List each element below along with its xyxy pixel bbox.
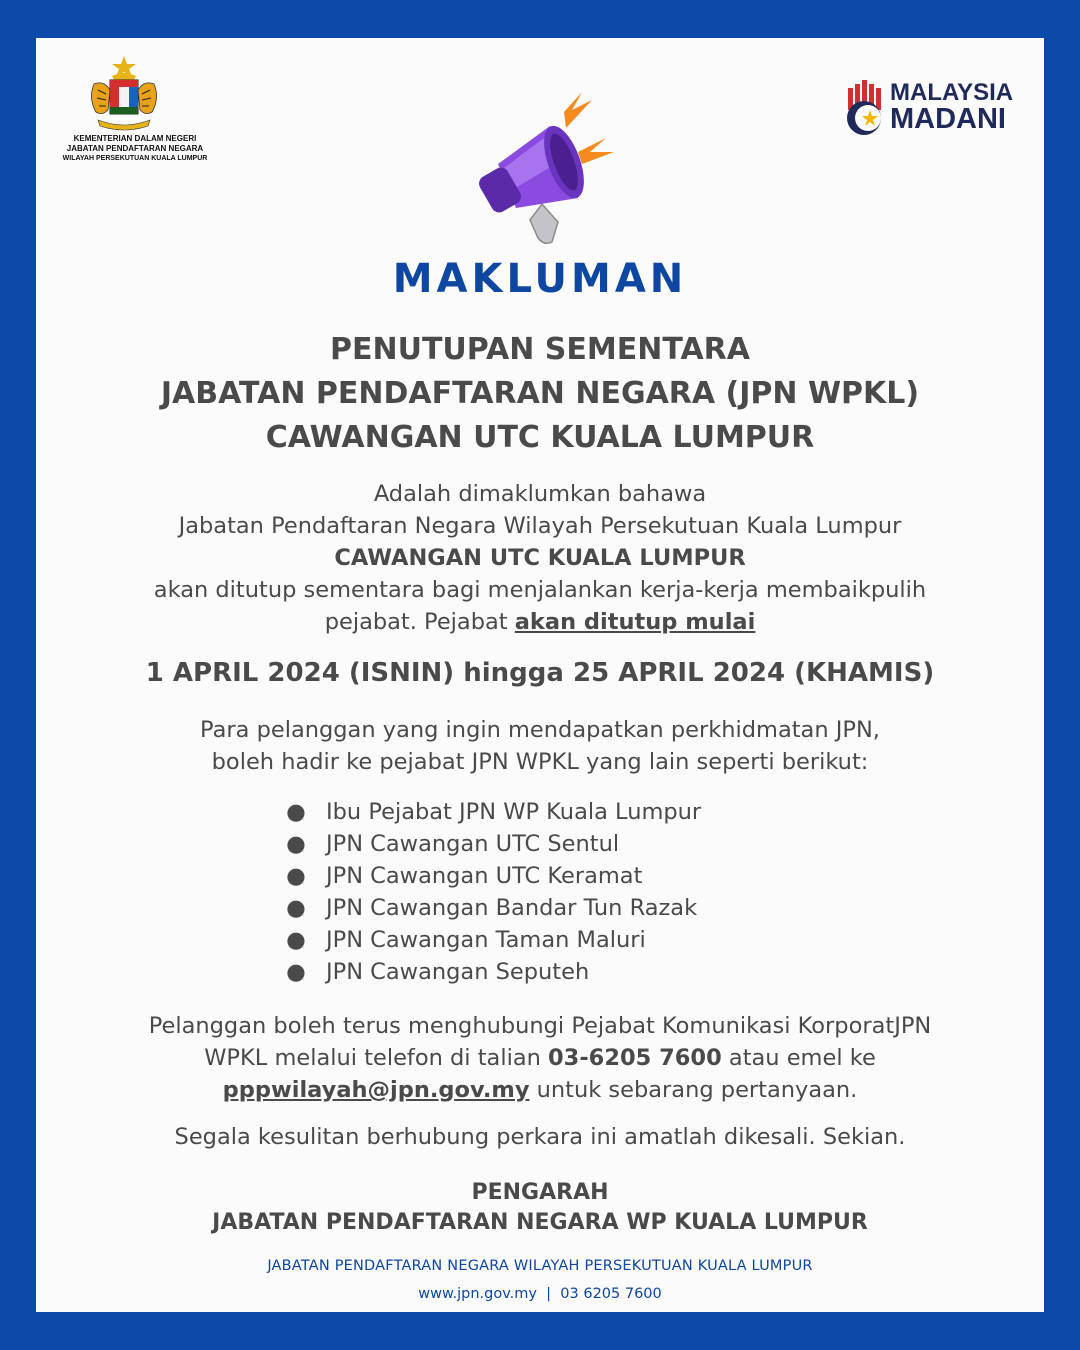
closure-dates: 1 APRIL 2024 (ISNIN) hingga 25 APRIL 2024 (KHAMIS): [145, 658, 935, 688]
malaysia-madani-logo: [844, 74, 1024, 144]
intro-paragraph: [36, 478, 1044, 638]
footer-web-phone[interactable]: www.jpn.gov.my | 03 6205 7600: [418, 1286, 662, 1302]
headline: [36, 328, 1044, 460]
apology-text: Segala kesulitan berhubung perkara ini amatlah dikesali. Sekian.: [174, 1124, 906, 1150]
list-item: [286, 956, 886, 988]
closing-start-emphasis: akan ditutup mulai: [514, 609, 756, 635]
intro-line2: Jabatan Pendaftaran Negara Wilayah Persekutuan Kuala Lumpur: [178, 513, 902, 539]
list-item: [286, 924, 886, 956]
notice-card: [36, 38, 1044, 1312]
para2-line1: Para pelanggan yang ingin mendapatkan perkhidmatan JPN,: [200, 717, 880, 743]
list-item: [286, 828, 886, 860]
branch-name: JPN Cawangan UTC Keramat: [326, 863, 643, 889]
megaphone-icon: [454, 72, 618, 246]
contact-line2-end: atau emel ke: [721, 1045, 876, 1071]
branch-name: JPN Cawangan UTC Sentul: [326, 831, 620, 857]
email-link[interactable]: pppwilayah@jpn.gov.my: [222, 1077, 530, 1103]
branch-name: Ibu Pejabat JPN WP Kuala Lumpur: [326, 799, 702, 825]
bullet-icon: ●: [286, 895, 306, 921]
headline-line2: JABATAN PENDAFTARAN NEGARA (JPN WPKL): [160, 376, 920, 411]
intro-line5: [36, 606, 1044, 638]
contact-line1: Pelanggan boleh terus menghubungi Pejabat Komunikasi KorporatJPN: [148, 1013, 932, 1039]
intro-line5-text: pejabat. Pejabat: [324, 609, 515, 635]
intro-line4: akan ditutup sementara bagi menjalankan kerja-kerja membaikpulih: [153, 577, 927, 603]
para2-line2: boleh hadir ke pejabat JPN WPKL yang lain seperti berikut:: [211, 749, 869, 775]
announcement-label: MAKLUMAN: [392, 256, 688, 302]
brand-line2: MADANI: [890, 103, 1006, 135]
sign-title: PENGARAH: [471, 1180, 609, 1205]
phone-number: 03-6205 7600: [548, 1045, 722, 1071]
branch-name: JPN Cawangan Bandar Tun Razak: [326, 895, 698, 921]
contact-paragraph: [36, 1010, 1044, 1106]
intro-line1: Adalah dimaklumkan bahawa: [373, 481, 707, 507]
bullet-icon: ●: [286, 927, 306, 953]
contact-line2-text: WPKL melalui telefon di talian: [204, 1045, 549, 1071]
headline-line3: CAWANGAN UTC KUALA LUMPUR: [265, 420, 815, 455]
ministry-name: [50, 134, 220, 164]
list-item: [286, 860, 886, 892]
ministry-line2: JABATAN PENDAFTARAN NEGARA: [66, 144, 204, 153]
footer-org: JABATAN PENDAFTARAN NEGARA WILAYAH PERSEKUTUAN KUALA LUMPUR: [267, 1258, 813, 1274]
headline-line1: PENUTUPAN SEMENTARA: [330, 332, 750, 367]
signature-block: [36, 1178, 1044, 1238]
coat-of-arms-icon: [84, 54, 164, 136]
branch-list: [286, 796, 886, 988]
ministry-line3: WILAYAH PERSEKUTUAN KUALA LUMPUR: [62, 155, 208, 162]
bullet-icon: ●: [286, 959, 306, 985]
list-item: [286, 892, 886, 924]
bullet-icon: ●: [286, 831, 306, 857]
madani-emblem-icon: [844, 74, 890, 140]
sign-org: JABATAN PENDAFTARAN NEGARA WP KUALA LUMPUR: [212, 1210, 868, 1235]
bullet-icon: ●: [286, 863, 306, 889]
brand-line1: MALAYSIA: [890, 79, 1014, 106]
ministry-line1: KEMENTERIAN DALAM NEGERI: [73, 134, 197, 143]
bullet-icon: ●: [286, 799, 306, 825]
contact-line3: [36, 1074, 1044, 1106]
alternative-offices-intro: [36, 714, 1044, 778]
intro-line3: CAWANGAN UTC KUALA LUMPUR: [334, 545, 746, 571]
contact-line2: [36, 1042, 1044, 1074]
branch-name: JPN Cawangan Seputeh: [326, 959, 590, 985]
contact-line3-text: untuk sebarang pertanyaan.: [529, 1077, 858, 1103]
list-item: [286, 796, 886, 828]
branch-name: JPN Cawangan Taman Maluri: [326, 927, 646, 953]
